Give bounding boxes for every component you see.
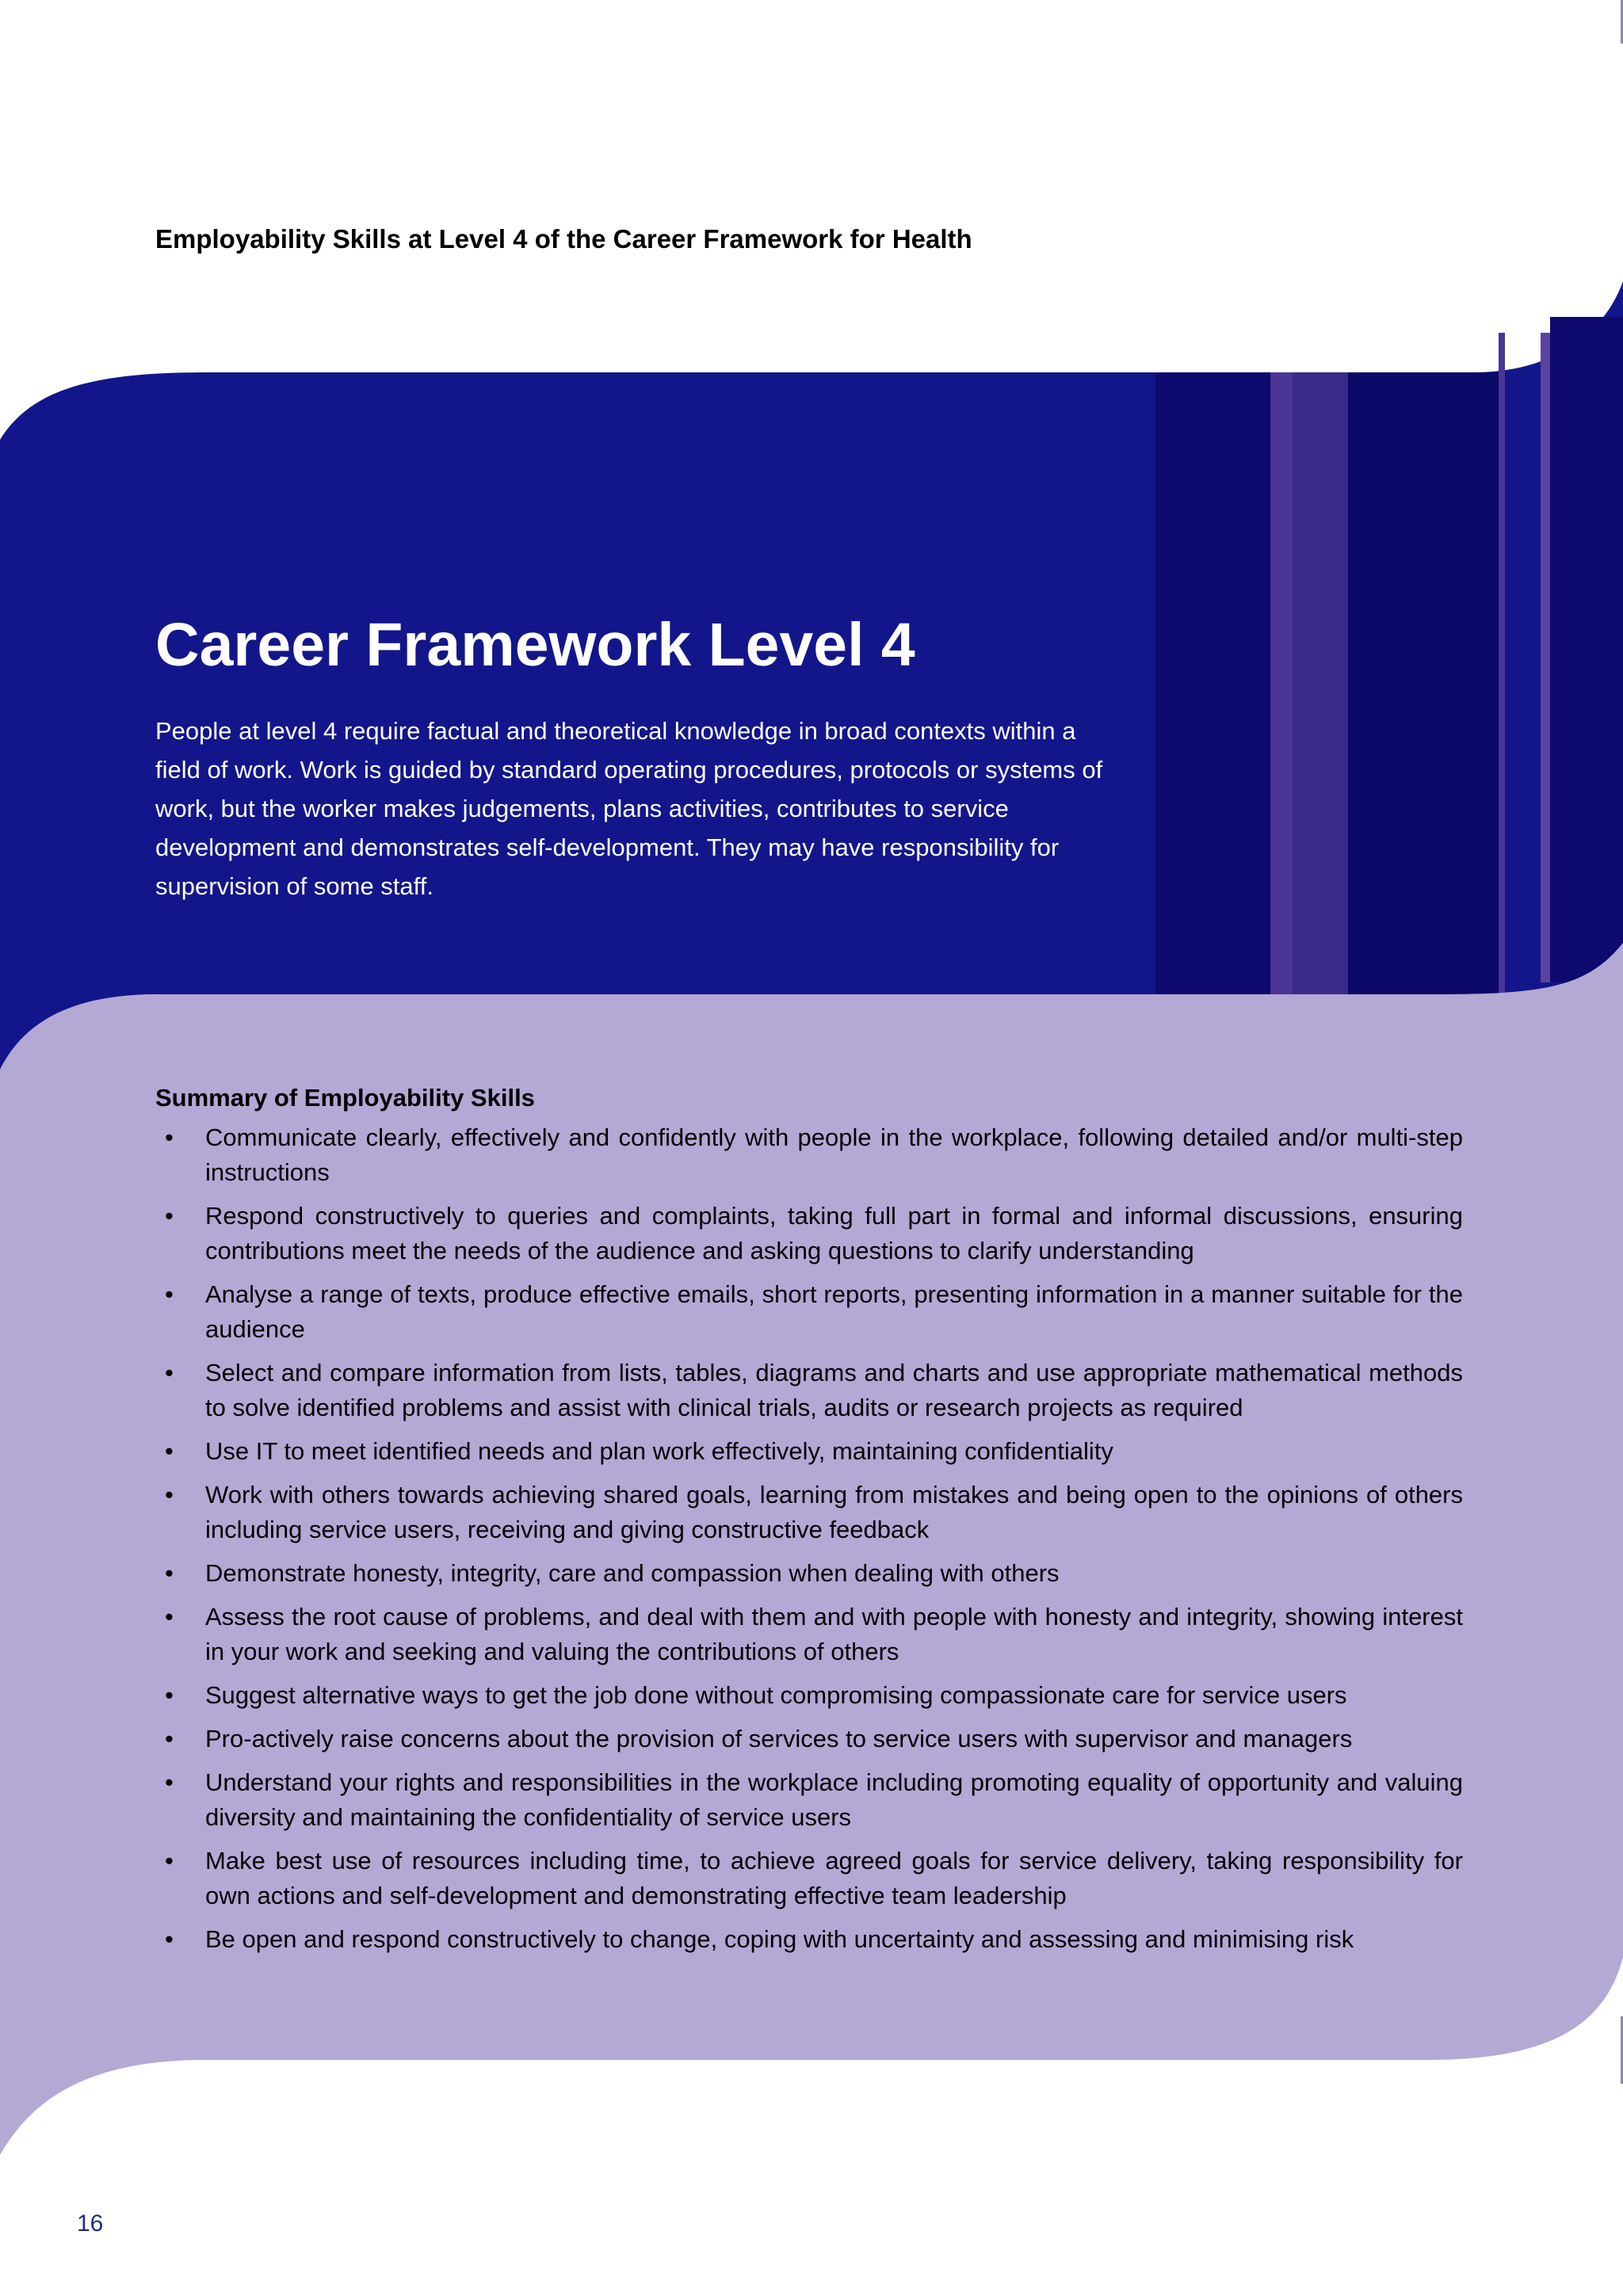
list-item — [155, 1765, 1463, 1835]
level-description: People at level 4 require factual and theoretical knowledge in broad contexts within a field of work. Work is guided by standard operating procedures, protocols or systems of work, but the worker makes judgements, plans activities, contributes to service development and demonstrates self-development. They may have responsibility for supervision of some staff. — [155, 717, 1103, 900]
skills-heading: Summary of Employability Skills — [155, 1084, 535, 1112]
skill-text: Suggest alternative ways to get the job done without compromising compassionate care for service users — [205, 1681, 1347, 1709]
list-item — [155, 1434, 1463, 1469]
skill-text: Assess the root cause of problems, and deal with them and with people with honesty and integrity, showing interest in your work and seeking and valuing the contributions of others — [205, 1603, 1463, 1665]
list-item — [155, 1356, 1463, 1425]
stripe-dark-2 — [1348, 372, 1499, 994]
list-item — [155, 1478, 1463, 1547]
list-item — [155, 1120, 1463, 1190]
bullet-icon: • — [165, 1359, 174, 1386]
page-number: 16 — [77, 2210, 104, 2237]
bullet-icon: • — [165, 1280, 174, 1308]
skill-text: Select and compare information from lists, tables, diagrams and charts and use appropriate mathematical methods to solve identified problems and assist with clinical trials, audits or research projects as required — [205, 1359, 1463, 1421]
bullet-icon: • — [165, 1603, 174, 1630]
skill-text: Demonstrate honesty, integrity, care and compassion when dealing with others — [205, 1559, 1060, 1587]
bullet-icon: • — [165, 1481, 174, 1508]
skill-text: Pro-actively raise concerns about the provision of services to service users with supervisor and managers — [205, 1725, 1353, 1753]
skill-text: Respond constructively to queries and complaints, taking full part in formal and informal discussions, ensuring contributions meet the needs of the audience and asking questions to clarify understanding — [205, 1202, 1463, 1264]
bullet-icon: • — [165, 1768, 174, 1796]
list-item — [155, 1722, 1463, 1756]
list-item — [155, 1556, 1463, 1591]
skill-text: Understand your rights and responsibilities in the workplace including promoting equality of opportunity and valuing diversity and maintaining the confidentiality of service users — [205, 1768, 1463, 1831]
bullet-icon: • — [165, 1202, 174, 1230]
skill-text: Be open and respond constructively to change, coping with uncertainty and assessing and minimising risk — [205, 1925, 1354, 1953]
list-item — [155, 1600, 1463, 1669]
skill-text: Use IT to meet identified needs and plan work effectively, maintaining confidentiality — [205, 1437, 1113, 1465]
stripe-dark-3 — [1550, 317, 1623, 982]
bullet-icon: • — [165, 1123, 174, 1151]
list-item — [155, 1199, 1463, 1268]
list-item — [155, 1277, 1463, 1347]
bullet-icon: • — [165, 1847, 174, 1875]
stripe-purple-4 — [1541, 333, 1550, 982]
list-item — [155, 1922, 1463, 1957]
bullet-icon: • — [165, 1725, 174, 1753]
stripe-purple-2 — [1293, 372, 1348, 994]
running-header: Employability Skills at Level 4 of the Career Framework for Health — [155, 224, 972, 254]
skill-text: Communicate clearly, effectively and confidently with people in the workplace, following detailed and/or multi-step instructions — [205, 1123, 1463, 1186]
bullet-icon: • — [165, 1559, 174, 1587]
list-item — [155, 1678, 1463, 1713]
stripe-dark-1 — [1155, 372, 1270, 994]
skill-text: Make best use of resources including time, to achieve agreed goals for service delivery, taking responsibility for own actions and self-development and demonstrating effective team leadership — [205, 1847, 1463, 1909]
bullet-icon: • — [165, 1437, 174, 1465]
stripe-purple-1 — [1270, 372, 1293, 994]
skill-text: Work with others towards achieving shared goals, learning from mistakes and being open to the opinions of others including service users, receiving and giving constructive feedback — [205, 1481, 1463, 1543]
bullet-icon: • — [165, 1681, 174, 1709]
bullet-icon: • — [165, 1925, 174, 1953]
stripe-purple-3 — [1499, 333, 1505, 994]
skills-list — [155, 1120, 1463, 1966]
list-item — [155, 1844, 1463, 1913]
skill-text: Analyse a range of texts, produce effective emails, short reports, presenting information in a manner suitable for the audience — [205, 1280, 1463, 1343]
level-title: Career Framework Level 4 — [155, 611, 915, 679]
